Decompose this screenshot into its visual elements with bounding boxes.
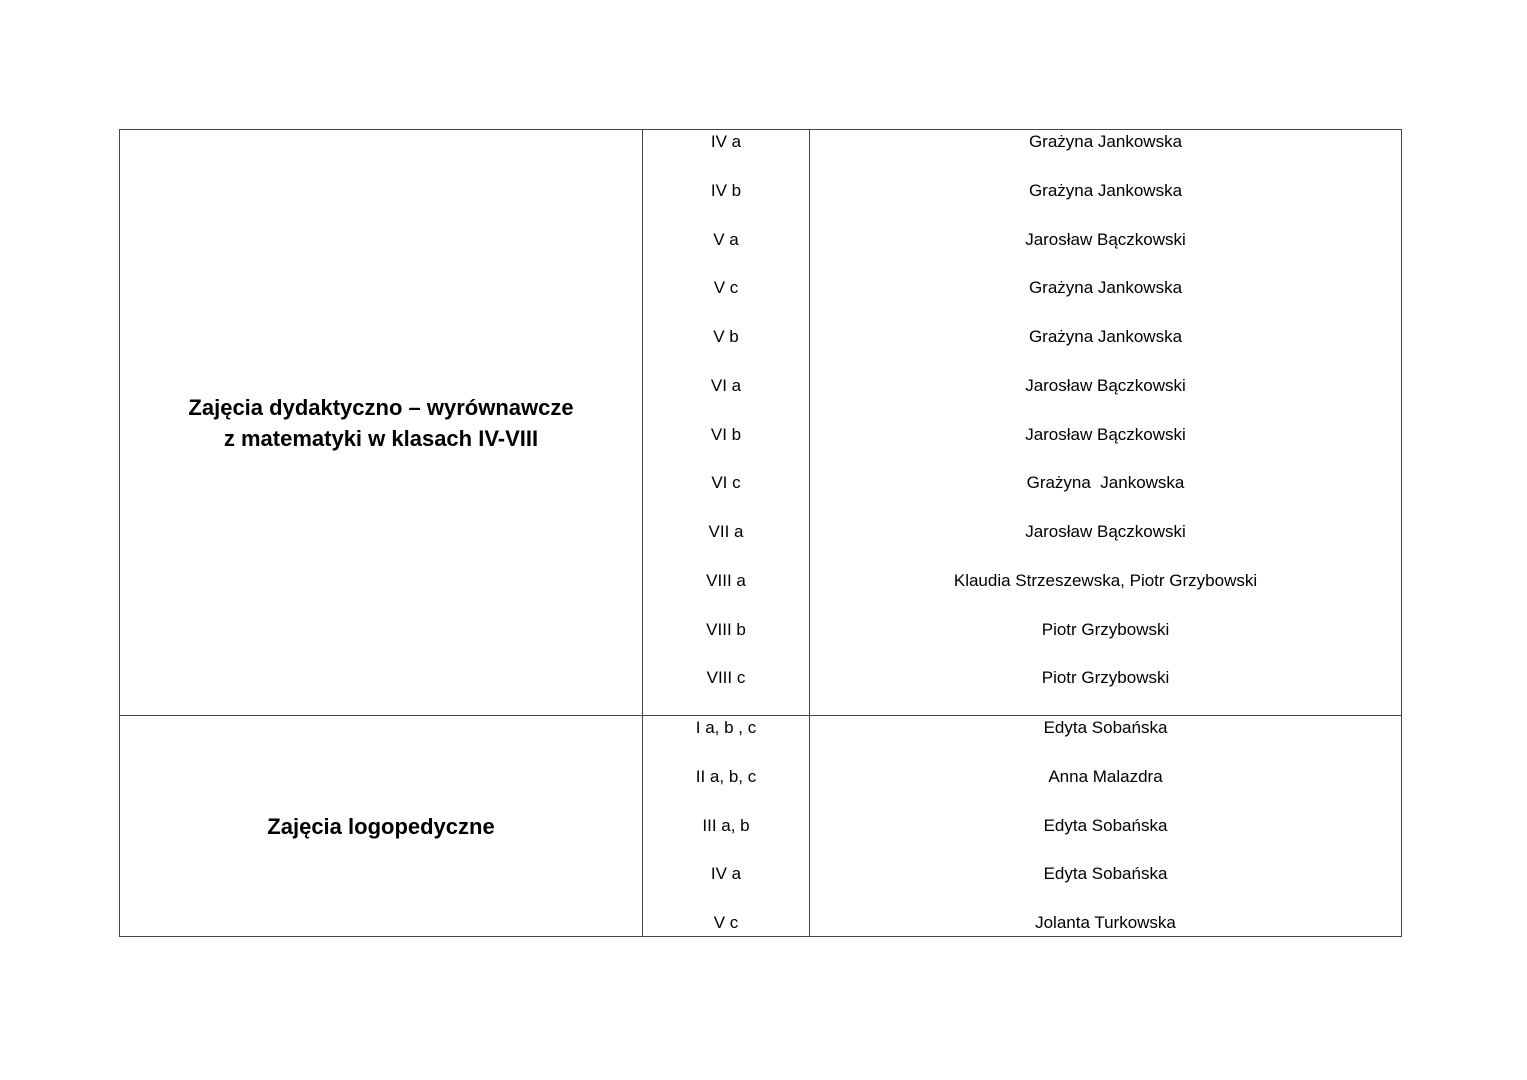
class-cell: VI a xyxy=(710,375,742,395)
class-cell: IV a xyxy=(710,132,742,151)
class-cell: VI b xyxy=(710,424,742,444)
schedule-table xyxy=(119,129,1402,937)
subject-title: Zajęcia logopedyczne xyxy=(267,813,495,839)
teacher-cell: Grażyna Jankowska xyxy=(1026,473,1185,493)
class-cell: II a, b, c xyxy=(695,766,757,786)
teacher-cell: Grażyna Jankowska xyxy=(1028,327,1183,346)
class-cell: III a, b xyxy=(702,815,750,835)
class-cell: VIII c xyxy=(706,668,746,688)
class-cell: V a xyxy=(713,229,739,249)
table-section-speech xyxy=(120,715,1401,936)
class-column xyxy=(643,130,810,715)
teacher-cell: Jolanta Turkowska xyxy=(1035,913,1176,933)
class-cell: VIII b xyxy=(706,619,746,639)
teacher-column xyxy=(810,716,1401,936)
teacher-cell: Klaudia Strzeszewska, Piotr Grzybowski xyxy=(953,570,1258,590)
teacher-cell: Edyta Sobańska xyxy=(1043,815,1168,835)
class-cell: IV b xyxy=(710,180,742,200)
table-section-math xyxy=(120,130,1401,715)
teacher-cell: Edyta Sobańska xyxy=(1043,864,1168,884)
teacher-column xyxy=(810,130,1401,715)
teacher-cell: Grażyna Jankowska xyxy=(1028,132,1183,151)
teacher-cell: Anna Malazdra xyxy=(1048,766,1163,786)
class-cell: I a, b , c xyxy=(695,718,757,737)
class-cell: V c xyxy=(713,913,739,933)
class-cell: VIII a xyxy=(706,570,746,590)
teacher-cell: Jarosław Bączkowski xyxy=(1025,424,1186,444)
teacher-cell: Jarosław Bączkowski xyxy=(1025,375,1186,395)
class-cell: VI c xyxy=(711,473,741,493)
teacher-cell: Jarosław Bączkowski xyxy=(1025,229,1186,249)
teacher-cell: Jarosław Bączkowski xyxy=(1025,522,1186,541)
teacher-cell: Edyta Sobańska xyxy=(1043,718,1168,737)
teacher-cell: Piotr Grzybowski xyxy=(1041,668,1170,688)
teacher-cell: Grażyna Jankowska xyxy=(1028,180,1183,200)
class-cell: V b xyxy=(713,327,739,346)
class-cell: V c xyxy=(713,278,739,298)
teacher-cell: Piotr Grzybowski xyxy=(1041,619,1170,639)
subject-cell xyxy=(120,716,643,936)
subject-title: Zajęcia dydaktyczno – wyrównawcze z matematyki w klasach IV-VIII xyxy=(188,394,574,451)
subject-cell xyxy=(120,130,643,715)
class-column xyxy=(643,716,810,936)
class-cell: VII a xyxy=(708,522,744,541)
class-cell: IV a xyxy=(710,864,742,884)
teacher-cell: Grażyna Jankowska xyxy=(1028,278,1183,298)
